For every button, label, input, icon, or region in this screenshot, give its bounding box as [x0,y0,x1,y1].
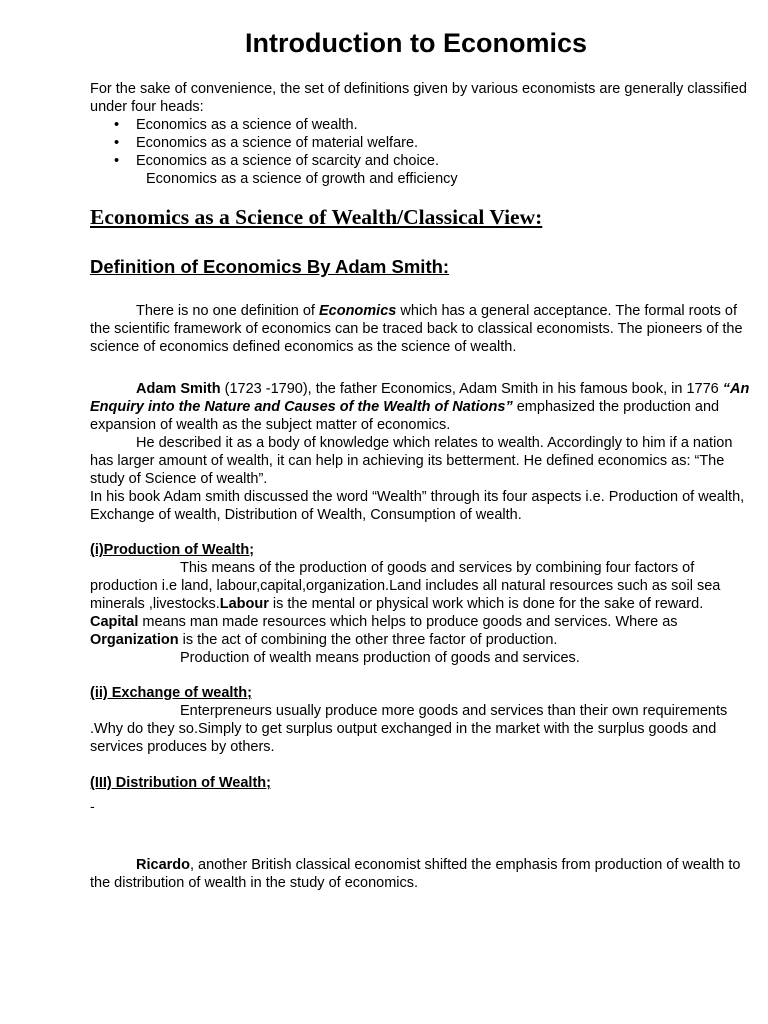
para-text: This means of the production of goods and services by combining four factors of production i.e land, labour,capital,organization.Land includes all natural resources such as soil sea minerals ,livestocks. [90,560,721,612]
page-title: Introduction to Economics [245,28,587,58]
list-item [90,116,750,134]
capital-term: Capital [90,614,139,630]
extra-head: Economics as a science of growth and efficiency [146,171,458,187]
para-text: (1723 -1790), the father Economics, Adam Smith in his famous book, in 1776 [220,381,723,397]
classical-view-heading: Economics as a Science of Wealth/Classical View: [90,205,543,229]
heads-list [90,116,750,170]
para-text: means man made resources which helps to produce goods and services. Where as [138,614,678,630]
adam-smith-name: Adam Smith [136,381,221,397]
organization-term: Organization [90,632,179,648]
para-text: In his book Adam smith discussed the word “Wealth” through its four aspects i.e. Production of wealth, Exchange of wealth, Distribution of Wealth, Consumption of wealth. [90,489,745,523]
list-item-text: Economics as a science of wealth. [136,117,358,133]
para-text: is the mental or physical work which is done for the sake of reward. [268,596,704,612]
para-text: There is no one definition of [136,303,319,319]
ricardo-section [90,856,750,892]
production-summary: Production of wealth means production of goods and services. [180,650,580,666]
intro-section [90,80,750,188]
production-heading: (i)Production of Wealth; [90,542,255,558]
para-text: emphasized the production and expansion of wealth as the subject matter of economics. [90,399,720,433]
exchange-text: Enterpreneurs usually produce more goods and services than their own requirements .Why do they so.Simply to get surplus output exchanged in the market with the surplus goods and services produces by others. [90,703,728,755]
bullet-icon: • [114,153,120,169]
para-text: , another British classical economist shifted the emphasis from production of wealth to the distribution of wealth in the study of economics. [90,857,741,891]
bullet-icon: • [114,117,120,133]
production-section [90,541,750,667]
distribution-section [90,774,750,792]
para-text: He described it as a body of knowledge which relates to wealth. Accordingly to him if a nation has larger amount of wealth, it can help in achieving its betterment. He defined economics as: “The study of Science of wealth”. [90,435,733,487]
para-text: which has a general acceptance. The formal roots of the scientific framework of economics can be traced back to classical economists. The pioneers of the science of economics defined economics as the science of wealth. [90,303,743,355]
para-text: is the act of combining the other three factor of production. [178,632,558,648]
dash-mark: - [90,798,95,814]
list-item [90,134,750,152]
ricardo-name: Ricardo [136,857,190,873]
list-item-text: Economics as a science of scarcity and choice. [136,153,440,169]
adam-smith-heading: Definition of Economics By Adam Smith: [90,256,450,277]
exchange-section [90,684,750,756]
para-definition [90,302,750,356]
para-adam-smith [90,380,750,524]
labour-term: Labour [219,596,269,612]
exchange-heading: (ii) Exchange of wealth; [90,685,252,701]
economics-term: Economics [318,303,397,319]
list-item-text: Economics as a science of material welfare. [136,135,419,151]
distribution-heading: (III) Distribution of Wealth; [90,775,271,791]
bullet-icon: • [114,135,120,151]
list-item [90,152,750,170]
intro-text: For the sake of convenience, the set of definitions given by various economists are generally classified under four heads: [90,81,747,115]
book-title: “An Enquiry into the Nature and Causes of the Wealth of Nations” [90,381,750,415]
